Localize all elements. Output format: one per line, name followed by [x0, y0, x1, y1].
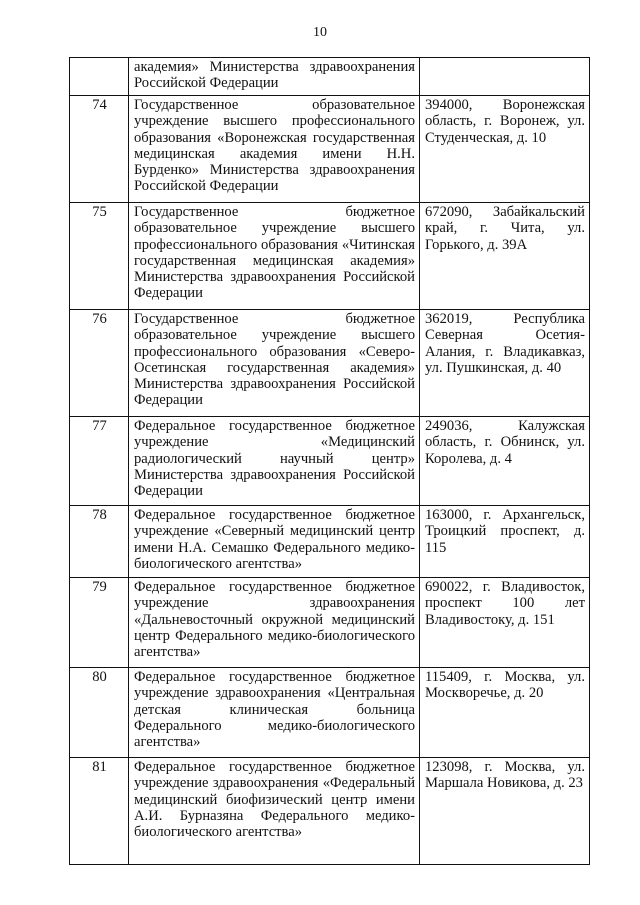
table-row — [70, 58, 590, 96]
row-number-cell: 80 — [70, 668, 129, 758]
address-cell: 362019, Республика Северная Осетия-Алания, г. Владикавказ, ул. Пушкинская, д. 40 — [420, 310, 590, 417]
row-number-cell: 77 — [70, 417, 129, 506]
address-cell: 249036, Калужская область, г. Обнинск, ул. Королева, д. 4 — [420, 417, 590, 506]
row-number-cell: 75 — [70, 203, 129, 310]
table-row — [70, 506, 590, 578]
institution-name-cell: Государственное бюджетное образовательное учреждение высшего профессионального образования «Читинская государственная медицинская академия» Министерства здравоохранения Российской Федерации — [129, 203, 420, 310]
address-cell — [420, 58, 590, 96]
address-cell: 115409, г. Москва, ул. Москворечье, д. 20 — [420, 668, 590, 758]
institution-name-cell: Государственное бюджетное образовательное учреждение высшего профессионального образования «Северо-Осетинская государственная академия» Министерства здравоохранения Российской Федерации — [129, 310, 420, 417]
institutions-table — [69, 57, 590, 865]
row-number-cell — [70, 58, 129, 96]
table-row — [70, 668, 590, 758]
table-row — [70, 417, 590, 506]
address-cell: 394000, Воронежская область, г. Воронеж, ул. Студенческая, д. 10 — [420, 96, 590, 203]
table-row — [70, 96, 590, 203]
institution-name-cell: академия» Министерства здравоохранения Российской Федерации — [129, 58, 420, 96]
institution-name-cell: Государственное образовательное учреждение высшего профессионального образования «Воронежская государственная медицинская академия имени Н.Н. Бурденко» Министерства здравоохранения Российской Федерации — [129, 96, 420, 203]
table-row — [70, 758, 590, 865]
page-number: 10 — [313, 25, 327, 40]
row-number-cell: 78 — [70, 506, 129, 578]
institution-name-cell: Федеральное государственное бюджетное учреждение здравоохранения «Федеральный медицинский биофизический центр имени А.И. Бурназяна Федерального медико-биологического агентства» — [129, 758, 420, 865]
institution-name-cell: Федеральное государственное бюджетное учреждение «Северный медицинский центр имени Н.А. Семашко Федерального медико-биологического агентства» — [129, 506, 420, 578]
row-number-cell: 81 — [70, 758, 129, 865]
address-cell: 163000, г. Архангельск, Троицкий проспект, д. 115 — [420, 506, 590, 578]
address-cell: 123098, г. Москва, ул. Маршала Новикова, д. 23 — [420, 758, 590, 865]
institution-name-cell: Федеральное государственное бюджетное учреждение здравоохранения «Дальневосточный окружной медицинский центр Федерального медико-биологического агентства» — [129, 578, 420, 668]
table-row — [70, 203, 590, 310]
row-number-cell: 76 — [70, 310, 129, 417]
table-row — [70, 578, 590, 668]
address-cell: 690022, г. Владивосток, проспект 100 лет Владивостоку, д. 151 — [420, 578, 590, 668]
row-number-cell: 74 — [70, 96, 129, 203]
institution-name-cell: Федеральное государственное бюджетное учреждение здравоохранения «Центральная детская клиническая больница Федерального медико-биологического агентства» — [129, 668, 420, 758]
address-cell: 672090, Забайкальский край, г. Чита, ул. Горького, д. 39А — [420, 203, 590, 310]
institution-name-cell: Федеральное государственное бюджетное учреждение «Медицинский радиологический научный центр» Министерства здравоохранения Российской Федерации — [129, 417, 420, 506]
row-number-cell: 79 — [70, 578, 129, 668]
table-row — [70, 310, 590, 417]
